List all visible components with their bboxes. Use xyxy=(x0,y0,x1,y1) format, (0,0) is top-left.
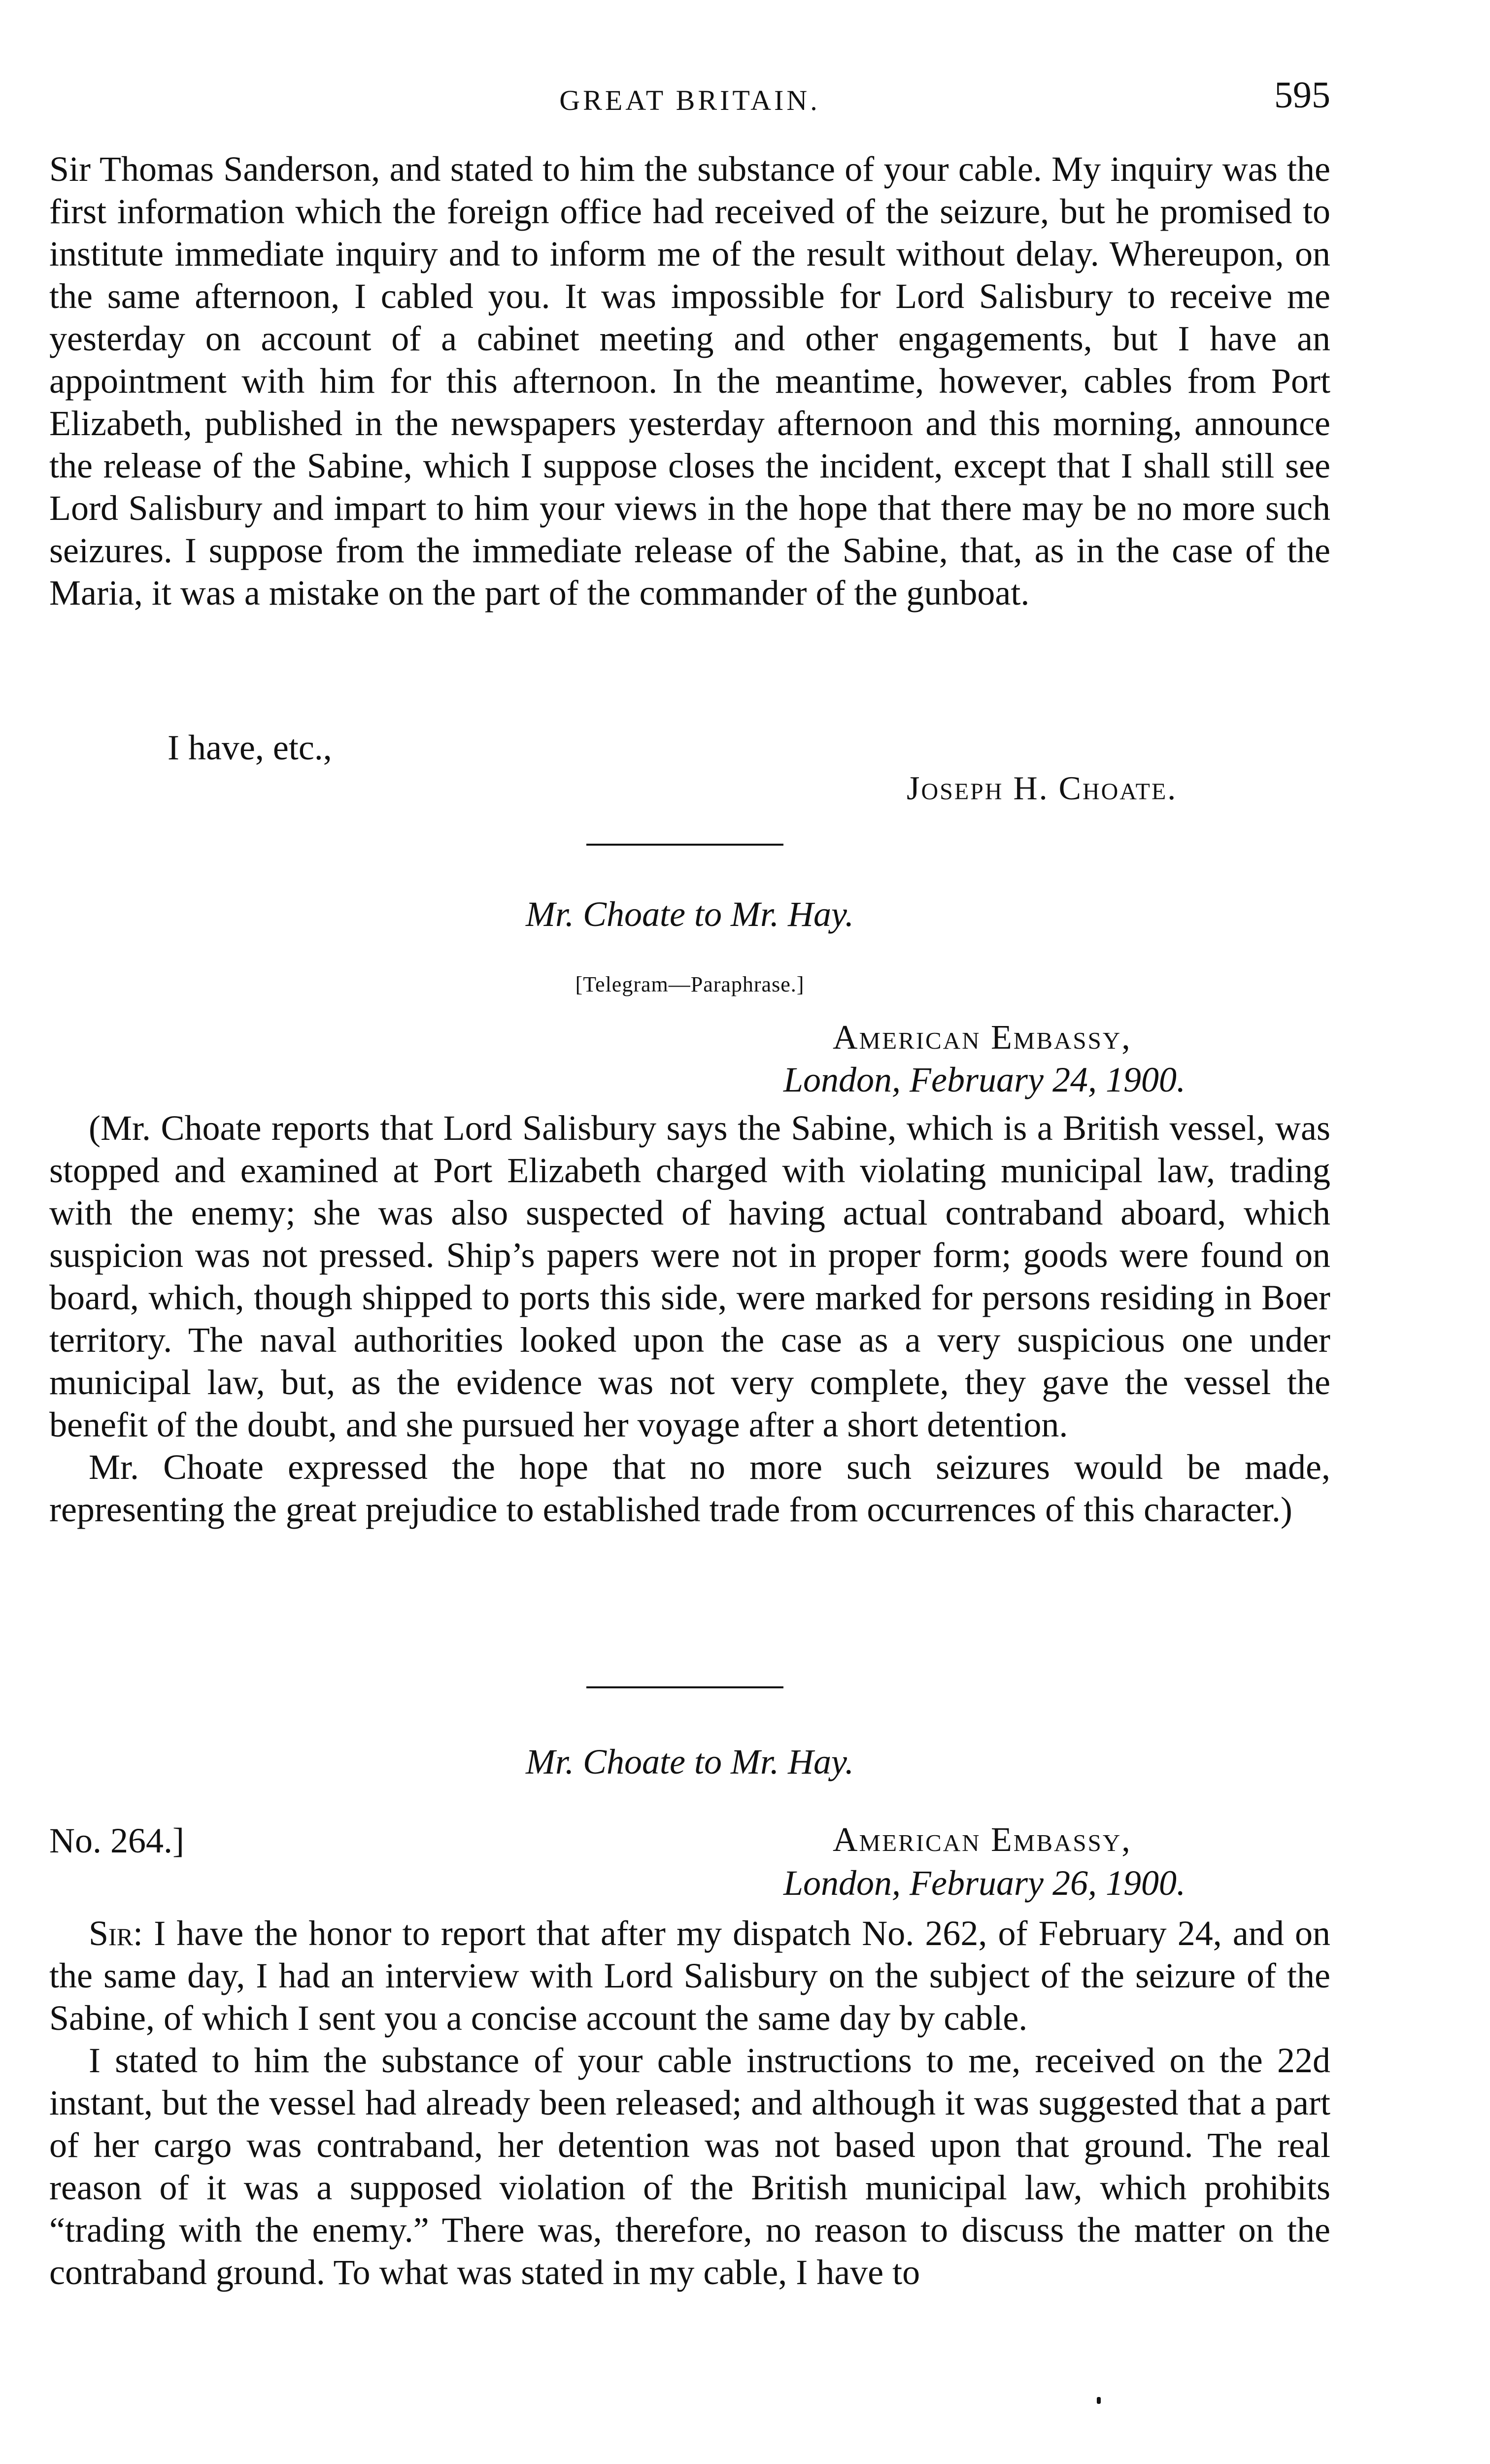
salutation: Sir: xyxy=(89,1914,143,1953)
running-header xyxy=(49,74,1330,123)
ink-speck xyxy=(1097,2397,1101,2404)
dateline: London, February 26, 1900. xyxy=(783,1863,1185,1903)
letter-continuation xyxy=(49,148,1330,614)
letter-heading: Mr. Choate to Mr. Hay. xyxy=(526,894,854,934)
paragraph-text: I have the honor to report that after my dispatch No. 262, of February 24, and on the same day, I had an interview with Lord Salisbury on the subject of the seizure of the Sabine, of which I sent you a concise account the same day by cable. xyxy=(49,1914,1330,2038)
page-number: 595 xyxy=(1274,74,1330,116)
body-paragraph: Mr. Choate expressed the hope that no more such seizures would be made, representing the great prejudice to established trade from occurrences of this character.) xyxy=(49,1447,1330,1529)
section-divider xyxy=(586,1686,783,1688)
body-paragraph: I stated to him the substance of your cable instructions to me, received on the 22d instant, but the vessel had already been released; and although it was suggested that a part of her cargo was contraband, her detention was not based upon that ground. The real reason of it was a supposed violation of the British municipal law, which prohibits “trading with the enemy.” There was, therefore, no reason to discuss the matter on the contraband ground. To what was stated in my cable, I have to xyxy=(49,2041,1330,2292)
dispatch-body xyxy=(49,1912,1330,2293)
body-paragraph: Sir Thomas Sanderson, and stated to him the substance of your cable. My inquiry was the first information which the foreign office had received of the seizure, but he promised to institute immediate inquiry and to inform me of the result without delay. Whereupon, on the same afternoon, I cabled you. It was impossible for Lord Salisbury to receive me yesterday on account of a cabinet meeting and other engagements, but I have an appointment with him for this afternoon. In the meantime, however, cables from Port Elizabeth, published in the newspapers yesterday afternoon and this morning, announce the release of the Sabine, which I suppose closes the incident, except that I shall still see Lord Salisbury and impart to him your views in the hope that there may be no more such seizures. I suppose from the immediate release of the Sabine, that, as in the case of the Maria, it was a mistake on the part of the commander of the gunboat. xyxy=(49,149,1330,613)
embassy-line: American Embassy, xyxy=(833,1019,1132,1057)
embassy-line: American Embassy, xyxy=(833,1821,1132,1859)
running-title: GREAT BRITAIN. xyxy=(559,84,820,116)
dateline: London, February 24, 1900. xyxy=(783,1060,1185,1099)
letter-heading: Mr. Choate to Mr. Hay. xyxy=(526,1742,854,1781)
section-divider xyxy=(586,844,783,846)
telegram-body xyxy=(49,1107,1330,1531)
telegram-note: [Telegram—Paraphrase.] xyxy=(575,972,805,996)
dispatch-number: No. 264.] xyxy=(49,1821,184,1860)
closing-line: I have, etc., xyxy=(168,728,332,767)
signature: Joseph H. Choate. xyxy=(907,769,1178,807)
body-paragraph xyxy=(49,1912,1330,2039)
body-paragraph: (Mr. Choate reports that Lord Salisbury says the Sabine, which is a British vessel, was stopped and examined at Port Elizabeth charged with violating municipal law, trading with the enemy; she was also suspected of having actual contraband aboard, which suspicion was not pressed. Ship’s papers were not in proper form; goods were found on board, which, though shipped to ports this side, were marked for persons residing in Boer territory. The naval authorities looked upon the case as a very suspicious one under municipal law, but, as the evidence was not very complete, they gave the vessel the benefit of the doubt, and she pursued her voyage after a short detention. xyxy=(49,1108,1330,1444)
